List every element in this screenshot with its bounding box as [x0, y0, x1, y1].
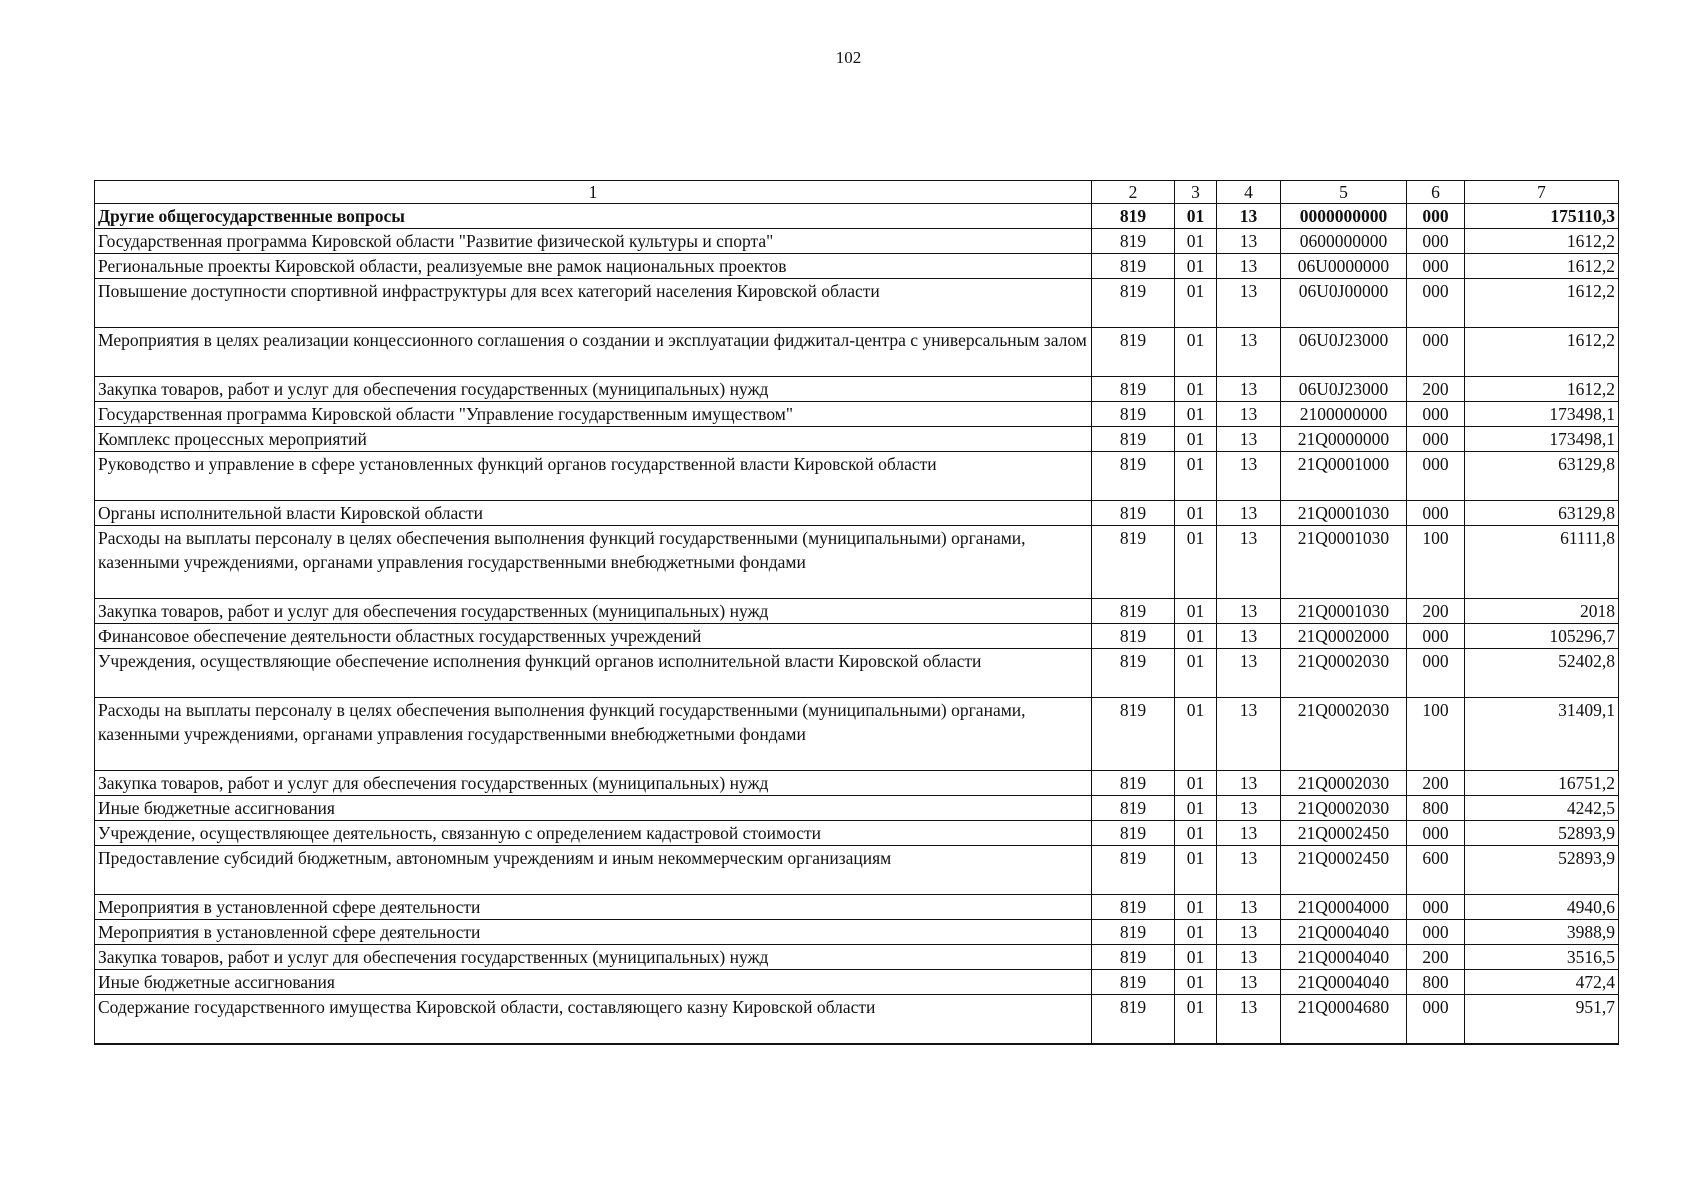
grbs-code-cell: 819 — [1092, 452, 1175, 501]
section-code-cell: 01 — [1175, 254, 1217, 279]
row-name-cell: Иные бюджетные ассигнования — [95, 970, 1092, 995]
subsection-code-cell: 13 — [1217, 821, 1281, 846]
section-code-cell: 01 — [1175, 846, 1217, 895]
expense-type-cell: 000 — [1407, 452, 1465, 501]
grbs-code-cell: 819 — [1092, 501, 1175, 526]
row-name-cell: Финансовое обеспечение деятельности областных государственных учреждений — [95, 624, 1092, 649]
section-code-cell: 01 — [1175, 796, 1217, 821]
subsection-code-cell: 13 — [1217, 254, 1281, 279]
expense-type-cell: 000 — [1407, 920, 1465, 945]
table-row — [95, 821, 1619, 846]
expense-type-cell: 100 — [1407, 698, 1465, 771]
grbs-code-cell: 819 — [1092, 624, 1175, 649]
table-row — [95, 452, 1619, 501]
amount-cell: 1612,2 — [1465, 254, 1619, 279]
row-name-cell: Учреждения, осуществляющие обеспечение исполнения функций органов исполнительной власти Кировской области — [95, 649, 1092, 698]
grbs-code-cell: 819 — [1092, 204, 1175, 229]
subsection-code-cell: 13 — [1217, 649, 1281, 698]
amount-cell: 951,7 — [1465, 995, 1619, 1045]
grbs-code-cell: 819 — [1092, 995, 1175, 1045]
row-name-cell: Органы исполнительной власти Кировской области — [95, 501, 1092, 526]
amount-cell: 1612,2 — [1465, 328, 1619, 377]
amount-cell: 63129,8 — [1465, 501, 1619, 526]
amount-cell: 173498,1 — [1465, 427, 1619, 452]
amount-cell: 31409,1 — [1465, 698, 1619, 771]
row-name-cell: Другие общегосударственные вопросы — [95, 204, 1092, 229]
expense-type-cell: 200 — [1407, 377, 1465, 402]
amount-cell: 175110,3 — [1465, 204, 1619, 229]
row-name-cell: Учреждение, осуществляющее деятельность, связанную с определением кадастровой стоимости — [95, 821, 1092, 846]
amount-cell: 173498,1 — [1465, 402, 1619, 427]
target-article-cell: 21Q0004000 — [1281, 895, 1407, 920]
subsection-code-cell: 13 — [1217, 698, 1281, 771]
target-article-cell: 21Q0002450 — [1281, 846, 1407, 895]
grbs-code-cell: 819 — [1092, 526, 1175, 599]
row-name-cell: Руководство и управление в сфере установленных функций органов государственной власти Кировской области — [95, 452, 1092, 501]
amount-cell: 3988,9 — [1465, 920, 1619, 945]
table-row — [95, 945, 1619, 970]
target-article-cell: 06U0J23000 — [1281, 328, 1407, 377]
table-row — [95, 649, 1619, 698]
grbs-code-cell: 819 — [1092, 846, 1175, 895]
target-article-cell: 21Q0002030 — [1281, 771, 1407, 796]
table-row — [95, 771, 1619, 796]
target-article-cell: 21Q0002000 — [1281, 624, 1407, 649]
target-article-cell: 2100000000 — [1281, 402, 1407, 427]
page-number: 102 — [835, 48, 862, 67]
table-row — [95, 846, 1619, 895]
expense-type-cell: 000 — [1407, 895, 1465, 920]
table-row — [95, 501, 1619, 526]
section-code-cell: 01 — [1175, 970, 1217, 995]
grbs-code-cell: 819 — [1092, 427, 1175, 452]
table-body — [95, 204, 1619, 1045]
expense-type-cell: 200 — [1407, 945, 1465, 970]
amount-cell: 3516,5 — [1465, 945, 1619, 970]
row-name-cell: Мероприятия в установленной сфере деятельности — [95, 895, 1092, 920]
target-article-cell: 06U0000000 — [1281, 254, 1407, 279]
target-article-cell: 21Q0001030 — [1281, 526, 1407, 599]
expense-type-cell: 100 — [1407, 526, 1465, 599]
row-name-cell: Расходы на выплаты персоналу в целях обеспечения выполнения функций государственными (муниципальными) органами, казенными учреждениями, органами управления государственными внебюджетными фондами — [95, 526, 1092, 599]
grbs-code-cell: 819 — [1092, 920, 1175, 945]
section-code-cell: 01 — [1175, 649, 1217, 698]
grbs-code-cell: 819 — [1092, 771, 1175, 796]
amount-cell: 472,4 — [1465, 970, 1619, 995]
expense-type-cell: 800 — [1407, 970, 1465, 995]
row-name-cell: Региональные проекты Кировской области, реализуемые вне рамок национальных проектов — [95, 254, 1092, 279]
section-code-cell: 01 — [1175, 229, 1217, 254]
amount-cell: 61111,8 — [1465, 526, 1619, 599]
expense-type-cell: 000 — [1407, 624, 1465, 649]
subsection-code-cell: 13 — [1217, 427, 1281, 452]
grbs-code-cell: 819 — [1092, 945, 1175, 970]
table-row — [95, 377, 1619, 402]
target-article-cell: 21Q0002030 — [1281, 698, 1407, 771]
row-name-cell: Содержание государственного имущества Кировской области, составляющего казну Кировской области — [95, 995, 1092, 1045]
amount-cell: 52402,8 — [1465, 649, 1619, 698]
section-code-cell: 01 — [1175, 377, 1217, 402]
table-row — [95, 328, 1619, 377]
table-row — [95, 895, 1619, 920]
grbs-code-cell: 819 — [1092, 698, 1175, 771]
expense-type-cell: 000 — [1407, 279, 1465, 328]
section-code-cell: 01 — [1175, 821, 1217, 846]
table-row — [95, 698, 1619, 771]
table-row — [95, 279, 1619, 328]
grbs-code-cell: 819 — [1092, 895, 1175, 920]
expense-type-cell: 600 — [1407, 846, 1465, 895]
expense-type-cell: 000 — [1407, 254, 1465, 279]
row-name-cell: Расходы на выплаты персоналу в целях обеспечения выполнения функций государственными (муниципальными) органами, казенными учреждениями, органами управления государственными внебюджетными фондами — [95, 698, 1092, 771]
amount-cell: 1612,2 — [1465, 377, 1619, 402]
section-code-cell: 01 — [1175, 427, 1217, 452]
column-header: 4 — [1217, 181, 1281, 204]
target-article-cell: 21Q0002030 — [1281, 796, 1407, 821]
section-code-cell: 01 — [1175, 895, 1217, 920]
row-name-cell: Мероприятия в установленной сфере деятельности — [95, 920, 1092, 945]
row-name-cell: Государственная программа Кировской области "Управление государственным имуществом" — [95, 402, 1092, 427]
section-code-cell: 01 — [1175, 599, 1217, 624]
row-name-cell: Закупка товаров, работ и услуг для обеспечения государственных (муниципальных) нужд — [95, 771, 1092, 796]
row-name-cell: Комплекс процессных мероприятий — [95, 427, 1092, 452]
budget-table — [94, 180, 1619, 1045]
subsection-code-cell: 13 — [1217, 945, 1281, 970]
row-name-cell: Иные бюджетные ассигнования — [95, 796, 1092, 821]
table-row — [95, 229, 1619, 254]
target-article-cell: 06U0J00000 — [1281, 279, 1407, 328]
row-name-cell: Закупка товаров, работ и услуг для обеспечения государственных (муниципальных) нужд — [95, 377, 1092, 402]
subsection-code-cell: 13 — [1217, 279, 1281, 328]
section-code-cell: 01 — [1175, 279, 1217, 328]
table-row — [95, 526, 1619, 599]
expense-type-cell: 000 — [1407, 427, 1465, 452]
subsection-code-cell: 13 — [1217, 846, 1281, 895]
subsection-code-cell: 13 — [1217, 229, 1281, 254]
subsection-code-cell: 13 — [1217, 599, 1281, 624]
target-article-cell: 21Q0004040 — [1281, 945, 1407, 970]
subsection-code-cell: 13 — [1217, 970, 1281, 995]
row-name-cell: Закупка товаров, работ и услуг для обеспечения государственных (муниципальных) нужд — [95, 945, 1092, 970]
section-code-cell: 01 — [1175, 402, 1217, 427]
section-code-cell: 01 — [1175, 204, 1217, 229]
expense-type-cell: 000 — [1407, 821, 1465, 846]
grbs-code-cell: 819 — [1092, 254, 1175, 279]
table-row — [95, 796, 1619, 821]
grbs-code-cell: 819 — [1092, 796, 1175, 821]
grbs-code-cell: 819 — [1092, 402, 1175, 427]
row-name-cell: Мероприятия в целях реализации концессионного соглашения о создании и эксплуатации фиджитал-центра с универсальным залом — [95, 328, 1092, 377]
target-article-cell: 21Q0004040 — [1281, 920, 1407, 945]
expense-type-cell: 800 — [1407, 796, 1465, 821]
target-article-cell: 21Q0004680 — [1281, 995, 1407, 1045]
subsection-code-cell: 13 — [1217, 920, 1281, 945]
amount-cell: 4242,5 — [1465, 796, 1619, 821]
grbs-code-cell: 819 — [1092, 649, 1175, 698]
expense-type-cell: 200 — [1407, 599, 1465, 624]
subsection-code-cell: 13 — [1217, 501, 1281, 526]
amount-cell: 105296,7 — [1465, 624, 1619, 649]
subsection-code-cell: 13 — [1217, 204, 1281, 229]
subsection-code-cell: 13 — [1217, 796, 1281, 821]
table-row — [95, 920, 1619, 945]
subsection-code-cell: 13 — [1217, 895, 1281, 920]
section-code-cell: 01 — [1175, 771, 1217, 796]
table-row — [95, 254, 1619, 279]
subsection-code-cell: 13 — [1217, 452, 1281, 501]
target-article-cell: 21Q0002030 — [1281, 649, 1407, 698]
amount-cell: 2018 — [1465, 599, 1619, 624]
section-code-cell: 01 — [1175, 526, 1217, 599]
target-article-cell: 21Q0004040 — [1281, 970, 1407, 995]
row-name-cell: Закупка товаров, работ и услуг для обеспечения государственных (муниципальных) нужд — [95, 599, 1092, 624]
table-row — [95, 599, 1619, 624]
expense-type-cell: 000 — [1407, 328, 1465, 377]
row-name-cell: Государственная программа Кировской области "Развитие физической культуры и спорта" — [95, 229, 1092, 254]
section-code-cell: 01 — [1175, 945, 1217, 970]
section-code-cell: 01 — [1175, 328, 1217, 377]
expense-type-cell: 000 — [1407, 204, 1465, 229]
target-article-cell: 0600000000 — [1281, 229, 1407, 254]
amount-cell: 16751,2 — [1465, 771, 1619, 796]
row-name-cell: Предоставление субсидий бюджетным, автономным учреждениям и иным некоммерческим организациям — [95, 846, 1092, 895]
grbs-code-cell: 819 — [1092, 229, 1175, 254]
grbs-code-cell: 819 — [1092, 279, 1175, 328]
table-row — [95, 624, 1619, 649]
expense-type-cell: 000 — [1407, 229, 1465, 254]
amount-cell: 1612,2 — [1465, 279, 1619, 328]
amount-cell: 4940,6 — [1465, 895, 1619, 920]
subsection-code-cell: 13 — [1217, 771, 1281, 796]
subsection-code-cell: 13 — [1217, 328, 1281, 377]
column-header: 3 — [1175, 181, 1217, 204]
column-header: 1 — [95, 181, 1092, 204]
grbs-code-cell: 819 — [1092, 599, 1175, 624]
table-row — [95, 970, 1619, 995]
section-code-cell: 01 — [1175, 501, 1217, 526]
target-article-cell: 21Q0001000 — [1281, 452, 1407, 501]
subsection-code-cell: 13 — [1217, 402, 1281, 427]
expense-type-cell: 000 — [1407, 501, 1465, 526]
column-header: 7 — [1465, 181, 1619, 204]
table-row — [95, 402, 1619, 427]
target-article-cell: 21Q0002450 — [1281, 821, 1407, 846]
target-article-cell: 06U0J23000 — [1281, 377, 1407, 402]
expense-type-cell: 200 — [1407, 771, 1465, 796]
table-row — [95, 427, 1619, 452]
column-header: 2 — [1092, 181, 1175, 204]
section-code-cell: 01 — [1175, 920, 1217, 945]
amount-cell: 1612,2 — [1465, 229, 1619, 254]
amount-cell: 52893,9 — [1465, 846, 1619, 895]
table-row — [95, 995, 1619, 1045]
amount-cell: 52893,9 — [1465, 821, 1619, 846]
subsection-code-cell: 13 — [1217, 995, 1281, 1045]
grbs-code-cell: 819 — [1092, 377, 1175, 402]
expense-type-cell: 000 — [1407, 995, 1465, 1045]
row-name-cell: Повышение доступности спортивной инфраструктуры для всех категорий населения Кировской области — [95, 279, 1092, 328]
target-article-cell: 21Q0001030 — [1281, 599, 1407, 624]
target-article-cell: 21Q0001030 — [1281, 501, 1407, 526]
target-article-cell: 0000000000 — [1281, 204, 1407, 229]
table-header-row — [95, 181, 1619, 204]
table-row — [95, 204, 1619, 229]
grbs-code-cell: 819 — [1092, 821, 1175, 846]
amount-cell: 63129,8 — [1465, 452, 1619, 501]
column-header: 6 — [1407, 181, 1465, 204]
expense-type-cell: 000 — [1407, 402, 1465, 427]
subsection-code-cell: 13 — [1217, 624, 1281, 649]
column-header: 5 — [1281, 181, 1407, 204]
section-code-cell: 01 — [1175, 995, 1217, 1045]
section-code-cell: 01 — [1175, 624, 1217, 649]
section-code-cell: 01 — [1175, 452, 1217, 501]
target-article-cell: 21Q0000000 — [1281, 427, 1407, 452]
grbs-code-cell: 819 — [1092, 328, 1175, 377]
grbs-code-cell: 819 — [1092, 970, 1175, 995]
section-code-cell: 01 — [1175, 698, 1217, 771]
subsection-code-cell: 13 — [1217, 526, 1281, 599]
expense-type-cell: 000 — [1407, 649, 1465, 698]
subsection-code-cell: 13 — [1217, 377, 1281, 402]
